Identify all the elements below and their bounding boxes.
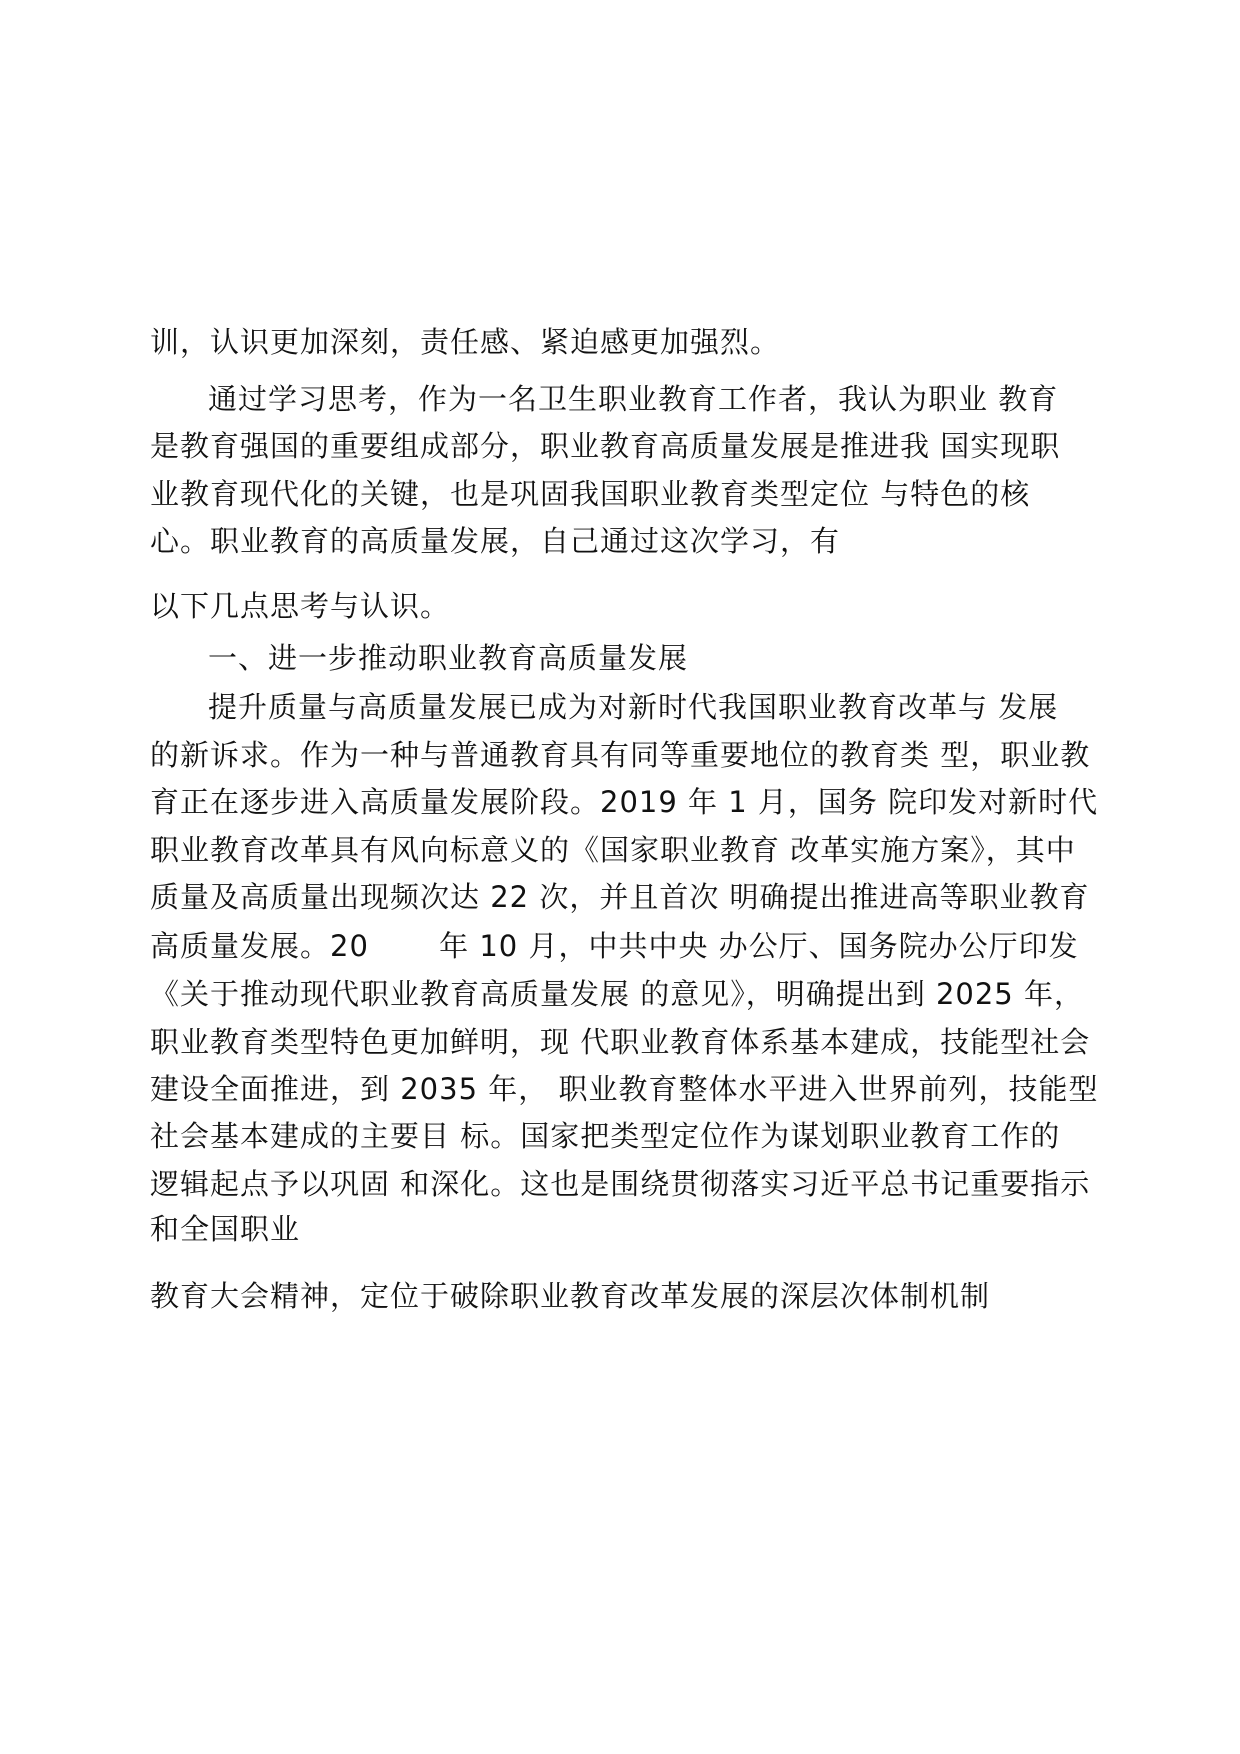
text-line: 提升质量与高质量发展已成为对新时代我国职业教育改革与 发展 bbox=[208, 690, 1059, 724]
text-line: 通过学习思考，作为一名卫生职业教育工作者，我认为职业 教育 bbox=[208, 382, 1059, 416]
text-line: 质量及高质量出现频次达 22 次，并且首次 明确提出推进高等职业教育 bbox=[150, 880, 1090, 914]
text-line: 业教育现代化的关键，也是巩固我国职业教育类型定位 与特色的核 bbox=[150, 477, 1031, 511]
text-line: 的新诉求。作为一种与普通教育具有同等重要地位的教育类 型，职业教 bbox=[150, 738, 1091, 772]
text-line: 心。职业教育的高质量发展，自己通过这次学习，有 bbox=[150, 524, 841, 558]
text-line: 逻辑起点予以巩固 和深化。这也是围绕贯彻落实习近平总书记重要指示 bbox=[150, 1167, 1091, 1201]
text-line: 是教育强国的重要组成部分，职业教育高质量发展是推进我 国实现职 bbox=[150, 429, 1061, 463]
text-line: 训，认识更加深刻，责任感、紧迫感更加强烈。 bbox=[150, 325, 781, 359]
text-line: 和全国职业 bbox=[150, 1212, 301, 1246]
text-line: 以下几点思考与认识。 bbox=[150, 589, 451, 623]
text-line: 职业教育类型特色更加鲜明，现 代职业教育体系基本建成，技能型社会 bbox=[150, 1025, 1091, 1059]
text-line: 教育大会精神，定位于破除职业教育改革发展的深层次体制机制 bbox=[150, 1279, 991, 1313]
text-line: 育正在逐步进入高质量发展阶段。2019 年 1 月，国务 院印发对新时代 bbox=[150, 785, 1099, 819]
text-line: 《关于推动现代职业教育高质量发展 的意见》，明确提出到 2025 年， bbox=[150, 977, 1084, 1011]
text-line: 高质量发展。20 年 10 月，中共中央 办公厅、国务院办公厅印发 bbox=[150, 929, 1079, 963]
text-line: 建设全面推进，到 2035 年， 职业教育整体水平进入世界前列，技能型 bbox=[150, 1072, 1099, 1106]
section-heading: 一、进一步推动职业教育高质量发展 bbox=[208, 641, 689, 675]
text-line: 职业教育改革具有风向标意义的《国家职业教育 改革实施方案》，其中 bbox=[150, 833, 1076, 867]
text-line: 社会基本建成的主要目 标。国家把类型定位作为谋划职业教育工作的 bbox=[150, 1119, 1061, 1153]
